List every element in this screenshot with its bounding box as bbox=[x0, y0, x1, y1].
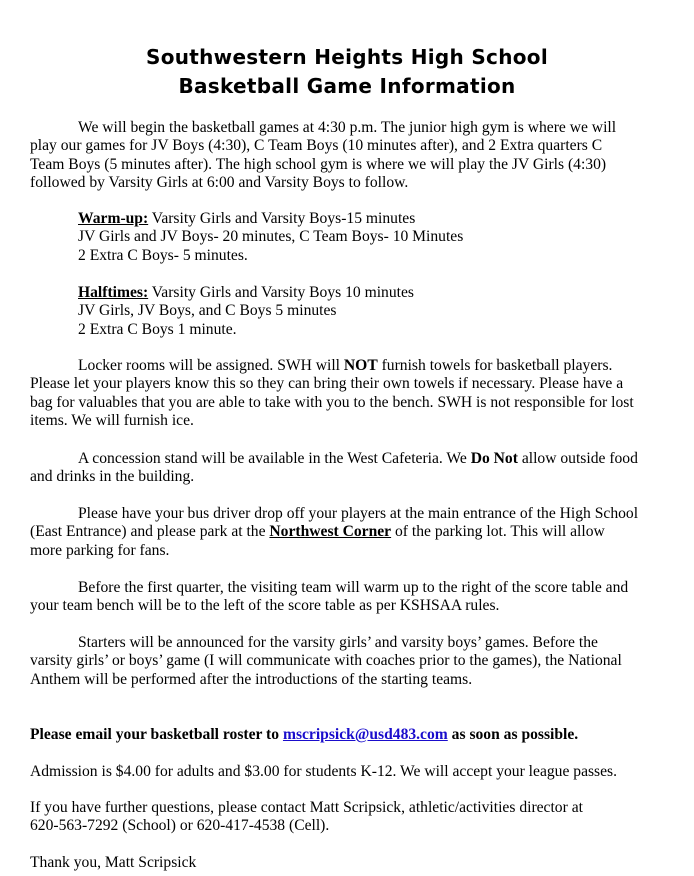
starters-line: varsity girls’ or boys’ game (I will communicate with coaches prior to the games), the National bbox=[30, 652, 622, 670]
concession-line: and drinks in the building. bbox=[30, 468, 195, 486]
locker-emphasis: NOT bbox=[343, 357, 378, 374]
document-subtitle: Basketball Game Information bbox=[178, 74, 516, 98]
bus-text: (East Entrance) and please park at the bbox=[30, 523, 270, 541]
bus-line: Please have your bus driver drop off your players at the main entrance of the High School bbox=[78, 505, 639, 522]
signoff-line: Thank you, Matt Scripsick bbox=[30, 854, 197, 871]
halftimes-line: 2 Extra C Boys 1 minute. bbox=[78, 320, 237, 338]
concession-paragraph bbox=[30, 450, 670, 487]
locker-paragraph bbox=[30, 357, 670, 431]
contact-line: If you have further questions, please contact Matt Scripsick, athletic/activities director at bbox=[30, 799, 583, 816]
halftimes-line: Varsity Girls and Varsity Boys 10 minutes bbox=[148, 284, 414, 301]
warmup-line: Varsity Girls and Varsity Boys-15 minutes bbox=[148, 210, 416, 227]
email-link[interactable]: mscripsick@usd483.com bbox=[282, 726, 448, 743]
bench-paragraph bbox=[30, 579, 670, 616]
contact-line: 620-563-7292 (School) or 620-417-4538 (Cell). bbox=[30, 817, 330, 835]
warmup-line: JV Girls and JV Boys- 20 minutes, C Team Boys- 10 Minutes bbox=[78, 228, 464, 246]
bench-line: Before the first quarter, the visiting team will warm up to the right of the score table and bbox=[78, 579, 629, 596]
contact-paragraph bbox=[30, 799, 670, 836]
starters-paragraph bbox=[30, 634, 670, 689]
intro-line: We will begin the basketball games at 4:30 p.m. The junior high gym is where we will bbox=[78, 119, 617, 136]
starters-line: Starters will be announced for the varsity girls’ and varsity boys’ games. Before the bbox=[78, 634, 598, 651]
halftimes-section bbox=[78, 284, 678, 339]
admission-paragraph bbox=[30, 763, 670, 781]
locker-line: bag for valuables that you are able to take with you to the bench. SWH is not responsible for lost bbox=[30, 393, 634, 411]
roster-text: Please email your basketball roster to bbox=[30, 726, 283, 743]
warmup-section bbox=[78, 210, 678, 265]
bench-line: your team bench will be to the left of the score table as per KSHSAA rules. bbox=[30, 597, 500, 615]
concession-text: A concession stand will be available in the West Cafeteria. We bbox=[78, 450, 471, 467]
bus-text: of the parking lot. This will allow bbox=[391, 523, 605, 541]
starters-line: Anthem will be performed after the introductions of the starting teams. bbox=[30, 670, 473, 688]
intro-line: Team Boys (5 minutes after). The high school gym is where we will play the JV Girls (4:30) bbox=[30, 155, 607, 173]
locker-line: Please let your players know this so they can bring their own towels if necessary. Please have a bbox=[30, 375, 624, 393]
roster-paragraph bbox=[30, 726, 670, 744]
warmup-label: Warm-up: bbox=[78, 210, 149, 227]
northwest-corner-emphasis: Northwest Corner bbox=[269, 523, 392, 541]
bus-line: more parking for fans. bbox=[30, 541, 170, 559]
halftimes-label: Halftimes: bbox=[78, 284, 149, 301]
halftimes-line: JV Girls, JV Boys, and C Boys 5 minutes bbox=[78, 302, 337, 320]
warmup-line: 2 Extra C Boys- 5 minutes. bbox=[78, 246, 248, 264]
concession-text: allow outside food bbox=[517, 450, 638, 467]
locker-text: furnish towels for basketball players. bbox=[377, 357, 613, 374]
admission-line: Admission is $4.00 for adults and $3.00 for students K-12. We will accept your league passes. bbox=[30, 763, 618, 780]
signoff bbox=[30, 854, 670, 872]
intro-line: play our games for JV Boys (4:30), C Team Boys (10 minutes after), and 2 Extra quarters C bbox=[30, 137, 603, 155]
intro-paragraph bbox=[30, 119, 670, 193]
locker-line: items. We will furnish ice. bbox=[30, 412, 194, 430]
concession-emphasis: Do Not bbox=[470, 450, 518, 467]
roster-text: as soon as possible. bbox=[447, 726, 579, 743]
bus-paragraph bbox=[30, 505, 670, 560]
locker-text: Locker rooms will be assigned. SWH will bbox=[78, 357, 344, 374]
intro-line: followed by Varsity Girls at 6:00 and Varsity Boys to follow. bbox=[30, 174, 409, 192]
school-title: Southwestern Heights High School bbox=[145, 45, 548, 69]
